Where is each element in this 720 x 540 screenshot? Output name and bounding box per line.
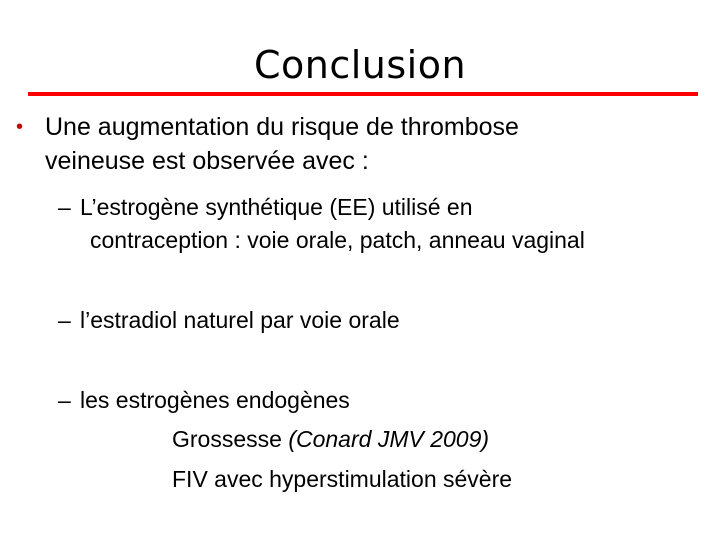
sub-point-1-line-1: L’estrogène synthétique (EE) utilisé en <box>80 194 473 220</box>
bullet-icon: • <box>16 116 24 138</box>
sub-point-2-dash: – <box>58 307 71 333</box>
sub-point-3-dash: – <box>58 387 71 413</box>
title-underline <box>28 92 698 96</box>
detail-pregnancy-citation: (Conard JMV 2009) <box>288 426 490 452</box>
main-point-line-1: Une augmentation du risque de thrombose <box>45 113 519 141</box>
slide-title: Conclusion <box>253 43 467 87</box>
detail-pregnancy-text: Grossesse <box>172 426 289 452</box>
main-point-line-2: veineuse est observée avec : <box>45 147 369 175</box>
detail-ivf <box>172 464 512 494</box>
sub-point-2-line-1: l’estradiol naturel par voie orale <box>80 307 400 333</box>
sub-point-1-line-2: contraception : voie orale, patch, anneau vaginal <box>90 227 585 253</box>
detail-pregnancy <box>172 424 489 454</box>
sub-point-1-dash: – <box>58 194 71 220</box>
detail-ivf-text: FIV avec hyperstimulation sévère <box>172 466 513 492</box>
sub-point-3-line-1: les estrogènes endogènes <box>80 387 350 413</box>
